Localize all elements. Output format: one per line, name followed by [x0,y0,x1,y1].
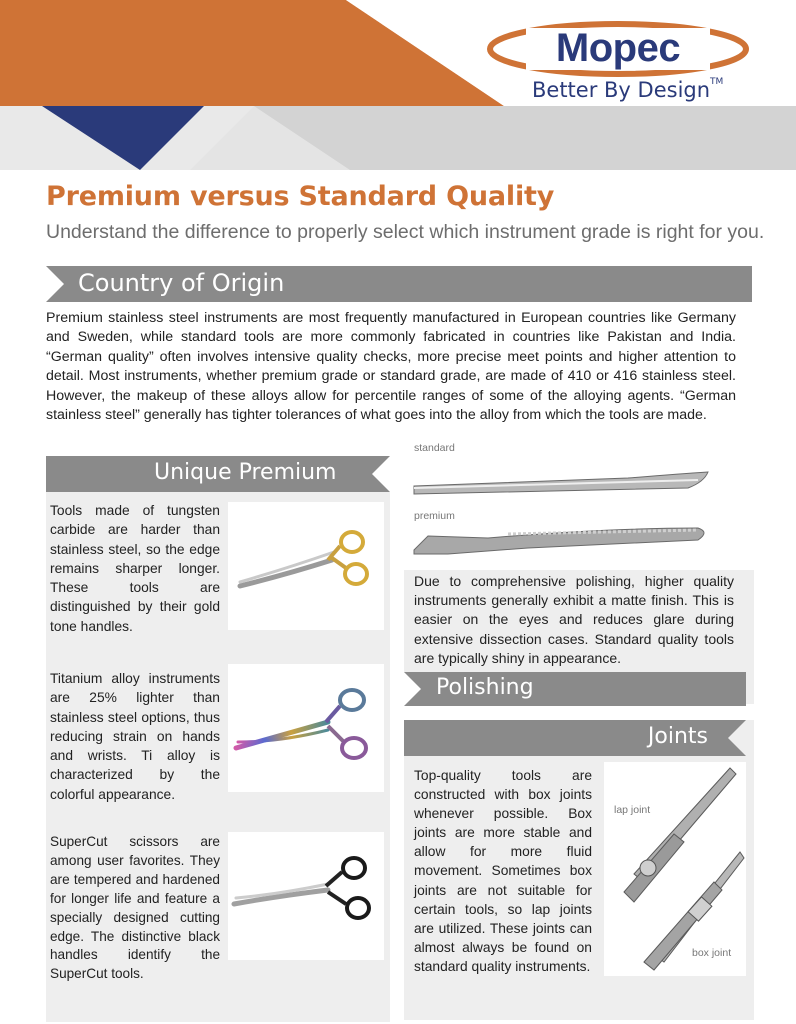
country-of-origin-text: Premium stainless steel instruments are most frequently manufactured in European countries like Germany and Sweden, while standard tools are more commonly fabricated in countries like Pakistan and India. “German quality” often involves intensive quality checks, more precise meet points and higher attention to detail. Most instruments, whether premium grade or standard grade, are made of 410 or 416 stainless steel. However, the makeup of these alloys allow for percentile ranges of some of the alloying agents. “German stainless steel” generally has tighter tolerances of what goes into the alloy from which the tools are made. [46,310,736,424]
joints-text: Top-quality tools are constructed with box joints whenever possible. Box joints are more stable and allow for more fluid movement. Sometimes box joints are not suitable for certain tools, so lap joints are utilized. These joints can almost always be found on standard quality instruments. [414,768,592,974]
banner-notch [404,672,421,706]
caption-lap-joint: lap joint [614,804,651,816]
caption-box-joint: box joint [692,947,732,959]
polishing-banner [404,672,746,706]
gold-handled-scissors-image [228,502,384,630]
joints-heading: Joints [647,724,708,749]
mopec-logo [486,20,752,106]
caption-standard: standard [414,442,455,454]
polishing-comparison-image [408,442,754,570]
supercut-scissors-image [228,832,384,960]
country-of-origin-heading: Country of Origin [78,269,285,297]
polishing-heading: Polishing [436,675,534,700]
unique-premium-banner [46,456,390,492]
logo-wordmark: Mopec [555,26,681,70]
joints-comparison-image [604,762,746,976]
page-subtitle: Understand the difference to properly select which instrument grade is right for you. [46,221,765,243]
page-title: Premium versus Standard Quality [46,181,555,212]
country-of-origin-banner [46,266,752,302]
unique-premium-heading: Unique Premium [154,460,337,485]
titanium-scissors-image [228,664,384,792]
banner-notch [46,266,64,302]
brand-tagline: Better By Design™ [532,77,724,102]
titanium-alloy-text: Titanium alloy instruments are 25% lighter than stainless steel options, thus reducing strain on hands and wrists. Ti alloy is characterized by the colorful appearance. [50,671,220,802]
caption-premium: premium [414,510,455,522]
trademark-mark: TM [710,77,724,87]
banner-notch [728,720,746,756]
banner-notch [372,456,390,492]
tungsten-carbide-text: Tools made of tungsten carbide are harder than stainless steel, so the edge remains sharper longer. These tools are distinguished by their gold tone handles. [50,503,220,634]
joints-banner [404,720,746,756]
polishing-text: Due to comprehensive polishing, higher quality instruments generally exhibit a matte finish. This is easier on the eyes and reduces glare during extensive dissection cases. Standard quality tools are typically shiny in appearance. [414,573,734,666]
supercut-text: SuperCut scissors are among user favorites. They are tempered and hardened for longer life and feature a specially designed cutting edge. The distinctive black handles identify the SuperCut tools. [50,834,220,982]
